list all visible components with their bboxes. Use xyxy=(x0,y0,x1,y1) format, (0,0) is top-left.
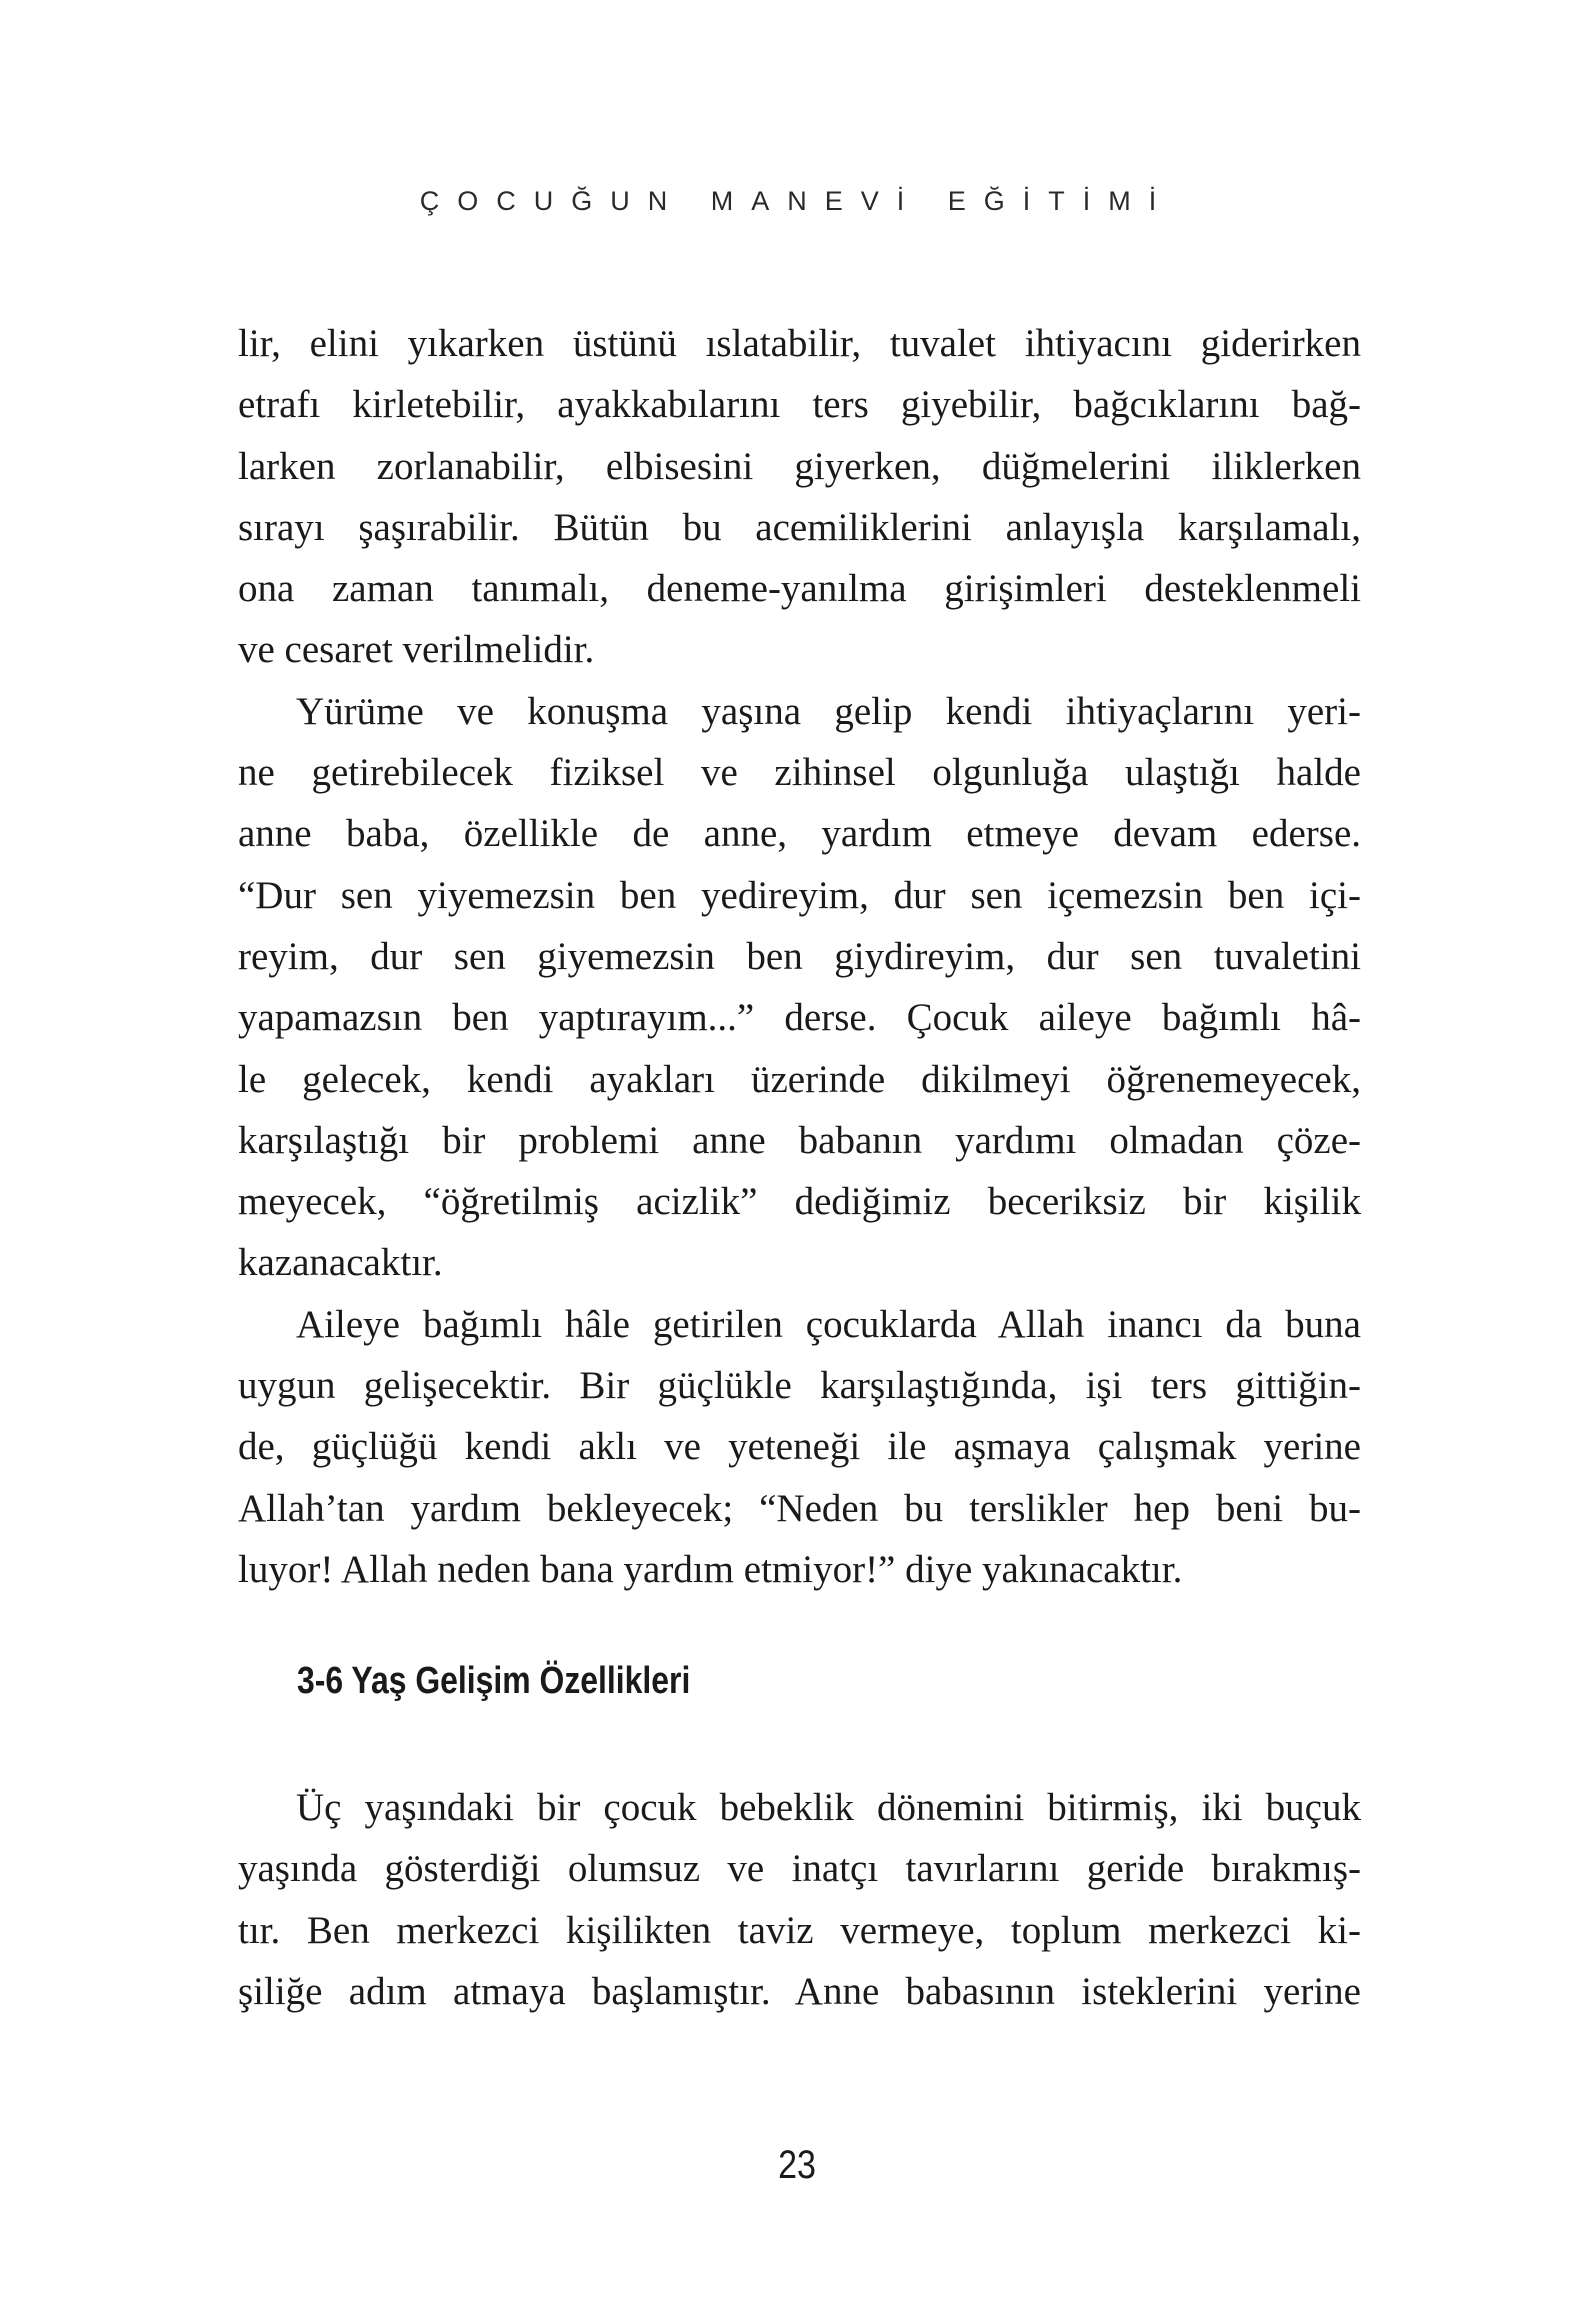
text-line: tır. Ben merkezci kişilikten taviz vermeye, toplum merkezci ki- xyxy=(238,1908,1361,1952)
text-line: Allah’tan yardım bekleyecek; “Neden bu terslikler hep beni bu- xyxy=(238,1486,1361,1530)
text-line: meyecek, “öğretilmiş acizlik” dediğimiz beceriksiz bir kişilik xyxy=(238,1180,1361,1224)
text-line: yaşında gösterdiği olumsuz ve inatçı tavırlarını geride bırakmış- xyxy=(238,1847,1361,1891)
page-number: 23 xyxy=(778,2143,816,2187)
text-line: le gelecek, kendi ayakları üzerinde dikilmeyi öğrenemeyecek, xyxy=(238,1057,1361,1101)
text-line: reyim, dur sen giyemezsin ben giydireyim, dur sen tuvaletini xyxy=(238,934,1361,978)
text-line: Üç yaşındaki bir çocuk bebeklik dönemini bitirmiş, iki buçuk xyxy=(296,1786,1361,1829)
text-line: ne getirebilecek fiziksel ve zihinsel olgunluğa ulaştığı halde xyxy=(238,751,1361,795)
section-heading: 3-6 Yaş Gelişim Özellikleri xyxy=(297,1660,691,1702)
paragraph xyxy=(238,313,1361,681)
text-line: karşılaştığı bir problemi anne babanın yardımı olmadan çöze- xyxy=(238,1118,1361,1162)
text-line: anne baba, özellikle de anne, yardım etmeye devam ederse. xyxy=(238,812,1361,856)
text-line: luyor! Allah neden bana yardım etmiyor!” diye yakınacaktır. xyxy=(238,1547,1183,1591)
text-line: sırayı şaşırabilir. Bütün bu acemiliklerini anlayışla karşılamalı, xyxy=(238,505,1361,549)
text-line: larken zorlanabilir, elbisesini giyerken, düğmelerini iliklerken xyxy=(238,444,1361,488)
text-line: etrafı kirletebilir, ayakkabılarını ters giyebilir, bağcıklarını bağ- xyxy=(238,383,1361,427)
text-line: “Dur sen yiyemezsin ben yedireyim, dur sen içemezsin ben içi- xyxy=(238,873,1361,917)
body-text-before-heading xyxy=(238,313,1361,1600)
paragraph xyxy=(238,1294,1361,1600)
text-line: ona zaman tanımalı, deneme-yanılma girişimleri desteklenmeli xyxy=(238,567,1361,611)
text-line: uygun gelişecektir. Bir güçlükle karşılaştığında, işi ters gittiğin- xyxy=(238,1364,1361,1408)
text-line: şiliğe adım atmaya başlamıştır. Anne babasının isteklerini yerine xyxy=(238,1969,1361,2013)
text-line: Yürüme ve konuşma yaşına gelip kendi ihtiyaçlarını yeri- xyxy=(296,689,1361,733)
text-line: ve cesaret verilmelidir. xyxy=(238,628,595,672)
body-text-after-heading xyxy=(238,1777,1361,2022)
running-header: ÇOCUĞUN MANEVİ EĞİTİMİ xyxy=(419,186,1175,216)
text-line: Aileye bağımlı hâle getirilen çocuklarda Allah inancı da buna xyxy=(296,1302,1361,1346)
text-line: lir, elini yıkarken üstünü ıslatabilir, tuvalet ihtiyacını giderirken xyxy=(238,322,1361,365)
text-line: yapamazsın ben yaptırayım...” derse. Çocuk aileye bağımlı hâ- xyxy=(238,996,1361,1040)
paragraph xyxy=(238,681,1361,1294)
text-line: kazanacaktır. xyxy=(238,1241,443,1285)
paragraph xyxy=(238,1777,1361,2022)
text-line: de, güçlüğü kendi aklı ve yeteneği ile aşmaya çalışmak yerine xyxy=(238,1425,1361,1469)
